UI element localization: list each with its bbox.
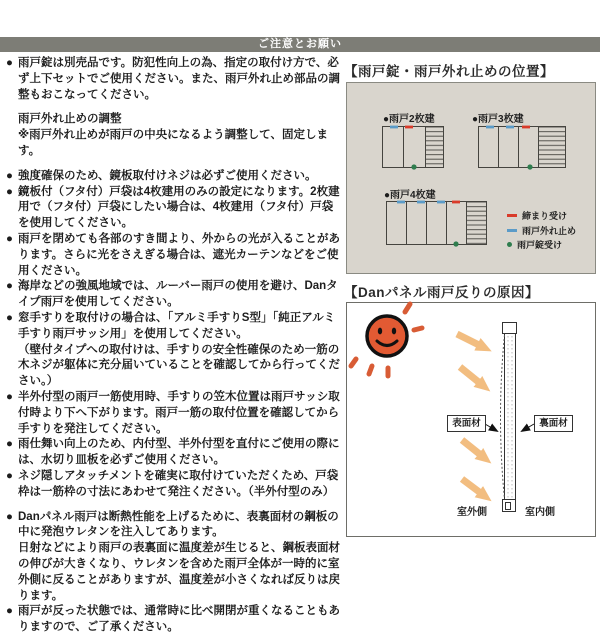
sun-icon [351, 304, 422, 376]
note-item [6, 343, 340, 390]
note-item [6, 604, 340, 636]
note-text: 雨戸が反った状態では、通常時に比べ開閉が重くなることもありますので、ご了承ください。 [18, 605, 340, 634]
note-text: ※雨戸外れ止めが雨戸の中央になるよう調整して、固定します。 [18, 129, 328, 157]
bullet-marker: ● [6, 169, 13, 182]
bullet-marker: ● [6, 390, 13, 403]
lock-receiver-marker [453, 241, 458, 246]
section-header-bar: ご注意とお願い [0, 37, 600, 52]
lock-receiver-marker [527, 164, 532, 169]
note-text: 強度確保のため、鏡板取付けネジは必ずご使用ください。 [18, 169, 317, 182]
latch-receiver-marker [452, 201, 460, 204]
legend-row-stopper [507, 224, 576, 237]
warp-section-title: 【Danパネル雨戸反りの原因】 [344, 285, 540, 300]
shutter-4panel-diagram [386, 200, 487, 246]
note-text: 雨戸錠は別売品です。防犯性向上の為、指定の取付け方で、必ず上下セットでご使用ください。また、雨戸外れ止め部品の調整もおこなってください。 [18, 57, 340, 101]
notes-column [6, 56, 340, 636]
warp-diagram-box [346, 302, 596, 537]
note-item [6, 185, 340, 232]
legend-label: 雨戸錠受け [517, 240, 563, 250]
note-item [6, 390, 340, 437]
bullet-marker: ● [6, 469, 13, 482]
bullet-marker: ● [6, 232, 13, 245]
bullet-marker: ● [6, 57, 13, 69]
lock-receiver-marker [411, 164, 416, 169]
lock-receiver-swatch [507, 242, 512, 247]
note-text: 鏡板付（フタ付）戸袋は4枚建用のみの設定になります。2枚建用で（フタ付）戸袋にしたい場合は、4枚建用（フタ付）戸袋を使用してください。 [18, 185, 340, 230]
legend-label: 締まり受け [522, 211, 568, 221]
bullet-marker: ● [6, 605, 13, 618]
note-item [6, 311, 340, 343]
bullet-marker: ● [6, 438, 13, 451]
latch-receiver-marker [405, 126, 413, 129]
note-item [6, 469, 340, 501]
stopper-marker [486, 126, 494, 129]
stopper-marker [390, 126, 398, 129]
indoor-side-label: 室内側 [525, 507, 555, 518]
diagram-label-2panel: ●雨戸2枚建 [383, 114, 435, 125]
note-item [6, 541, 340, 604]
shutter-3panel-diagram [478, 125, 566, 169]
note-text: 雨仕舞い向上のため、内付型、半外付型を直付にご使用の際には、水切り皿板を必ずご使用ください。 [18, 438, 340, 467]
bullet-marker: ● [6, 280, 13, 293]
stopper-marker [417, 201, 425, 204]
note-text: ネジ隠しアタッチメントを確実に取付けていただくため、戸袋枠は一筋枠の寸法にあわせて発注ください。（半外付型のみ） [18, 469, 339, 498]
shutter-2panel-diagram [382, 125, 444, 169]
note-item [6, 437, 340, 469]
note-item [6, 232, 340, 279]
note-text: （壁付タイプへの取付けは、手すりの安全性確保のため一筋の木ネジが躯体に充分届いていることを確認してから行ってください。） [18, 343, 340, 388]
bullet-marker: ● [6, 510, 13, 523]
note-item [6, 128, 340, 160]
note-text: 半外付型の雨戸一筋使用時、手すりの笠木位置は雨戸サッシ取付時より下へ下がります。雨戸一筋の取付位置を確認してから手すりを発注してください。 [18, 390, 340, 435]
bullet-marker: ● [6, 185, 13, 198]
bullet-marker: ● [6, 311, 13, 324]
diagram-label-4panel: ●雨戸4枚建 [384, 190, 436, 201]
position-section-title: 【雨戸錠・雨戸外れ止めの位置】 [344, 64, 554, 79]
note-text: 日射などにより雨戸の表裏面に温度差が生じると、鋼板表面材の伸びが大きくなり、ウレタンを含めた雨戸全体が一時的に室外側に反ることがありますが、温度差が小さくなれば反りは戻ります。 [18, 542, 340, 602]
latch-receiver-marker [522, 126, 530, 129]
warped-surface-line [501, 335, 505, 499]
legend-row-lock [507, 238, 562, 251]
note-subheading [6, 112, 340, 128]
stopper-marker [506, 126, 514, 129]
note-text: 雨戸を閉めても各部のすき間より、外からの光が入ることがあります。さらに光をさえぎる場合は、遮光カーテンなどをご使用ください。 [18, 232, 340, 277]
stopper-marker [397, 201, 405, 204]
stopper-marker [437, 201, 445, 204]
stopper-swatch [507, 229, 517, 232]
shutter-panel-cross-section [501, 323, 517, 512]
note-text: 海岸などの強風地域では、ルーバー雨戸の使用を避け、Danタイプ雨戸を使用してください。 [18, 280, 338, 309]
front-material-label: 表面材 [447, 415, 486, 432]
note-item [6, 56, 340, 103]
latch-receiver-swatch [507, 214, 517, 217]
diagram-label-3panel: ●雨戸3枚建 [472, 114, 524, 125]
note-item [6, 169, 340, 185]
legend-row-latch [507, 209, 567, 222]
note-item [6, 510, 340, 542]
back-material-label: 裏面材 [534, 415, 573, 432]
position-diagram-box [346, 82, 596, 274]
outdoor-side-label: 室外側 [457, 507, 487, 518]
note-item [6, 279, 340, 311]
note-text: 窓手すりを取付けの場合は、「アルミ手すりS型」「純正アルミ手すり雨戸サッシ用」を使用してください。 [18, 311, 336, 340]
note-text: 雨戸外れ止めの調整 [18, 113, 122, 126]
note-text: Danパネル雨戸は断熱性能を上げるために、表裏面材の鋼板の中に発泡ウレタンを注入してあります。 [18, 510, 339, 539]
legend-label: 雨戸外れ止め [522, 226, 577, 236]
sunlight-arrows [457, 334, 482, 494]
